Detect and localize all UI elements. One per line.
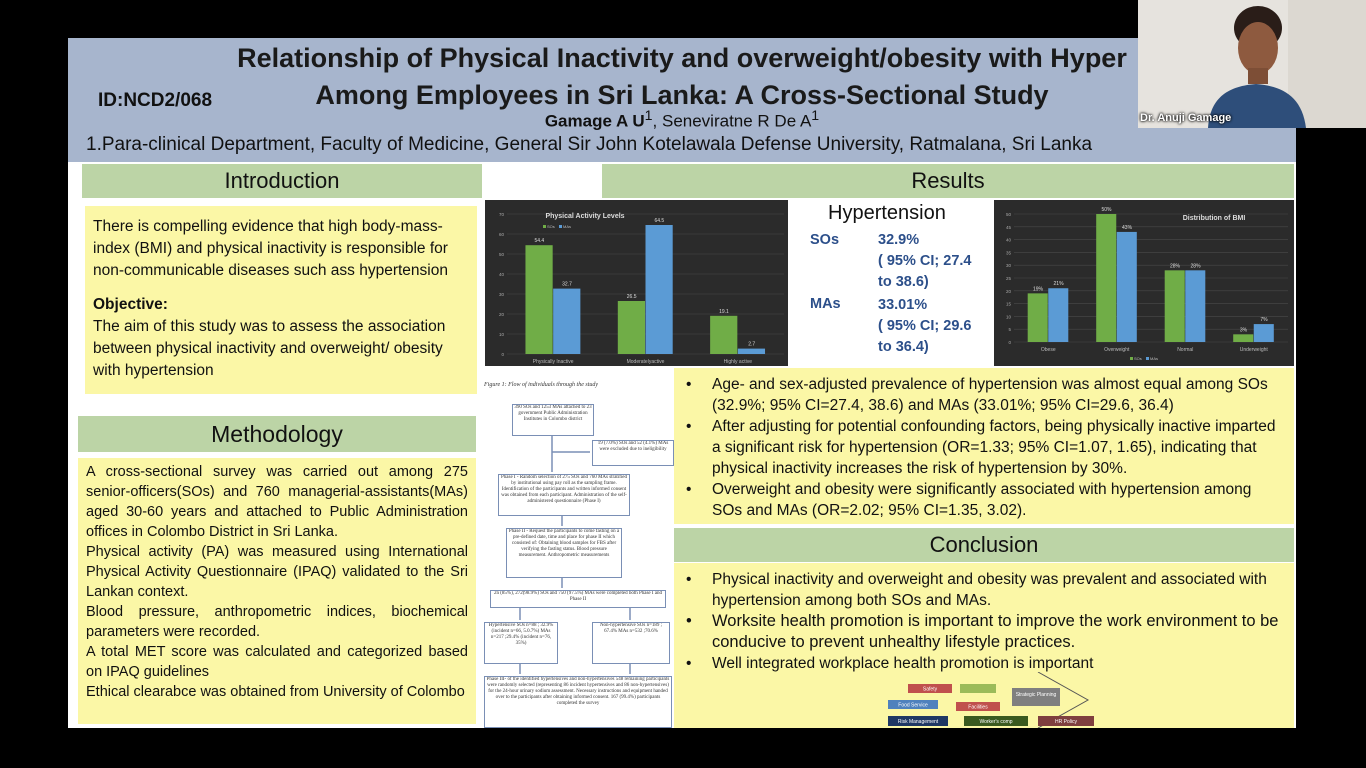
- y-tick-label: 35: [1005, 250, 1011, 256]
- bar-mas-moderatelyactive: [646, 225, 673, 354]
- y-tick-label: 0: [1008, 340, 1011, 345]
- methodology-heading: Methodology: [78, 416, 476, 452]
- y-tick-label: 40: [498, 272, 504, 277]
- methodology-paragraph: Ethical clearabce was obtained from University of Colombo: [86, 684, 465, 700]
- conclusion-bullet-text: Well integrated workplace health promotion is important: [712, 655, 1094, 672]
- bar-sos-normal: [1165, 270, 1185, 342]
- y-tick-label: 25: [1005, 276, 1011, 281]
- diagram-label: HR Policy: [1055, 719, 1077, 725]
- y-tick-label: 15: [1005, 301, 1011, 307]
- legend-entry: SOs: [547, 224, 555, 229]
- y-tick-label: 20: [1005, 288, 1011, 294]
- bar-mas-normal: [1185, 270, 1205, 342]
- data-label: 54.4: [534, 238, 545, 245]
- data-label: 28%: [1190, 263, 1201, 270]
- hypertension-ma-label: MAs: [810, 296, 841, 312]
- flow-box: Non-hypertensive SOs n=189 ; 67.4% MAs n=532 ;70.6%: [592, 622, 670, 664]
- physical-activity-chart-svg: [485, 200, 788, 366]
- data-label: 7%: [1260, 317, 1268, 324]
- title-line-1: Relationship of Physical Inactivity and overweight/obesity with Hyper: [237, 43, 1127, 73]
- x-tick-label: Underweight: [1239, 347, 1268, 353]
- workplace-health-diagram: [888, 672, 1178, 728]
- y-tick-label: 45: [1005, 224, 1011, 230]
- author-2: , Seneviratne R De A: [652, 111, 812, 131]
- results-findings-box: [674, 368, 1294, 524]
- poster-title: [68, 40, 1296, 114]
- x-tick-label: Normal: [1177, 347, 1194, 353]
- diagram-label: Strategic Planning: [1015, 692, 1057, 698]
- bar-sos-obese: [1028, 293, 1048, 342]
- flow-box: Phase I - Random selection of 275 SOs and 760 MAs stratified by institutional using pay roll as the sampling frame. Identification of the participants and written informed consent was obtained from each participant. Administration of the self-administered questionnaire (Phase I): [498, 474, 630, 516]
- author-1-sup: 1: [644, 108, 653, 124]
- y-tick-label: 30: [498, 292, 504, 297]
- hypertension-so-label: SOs: [810, 232, 840, 248]
- legend-entry: MAs: [1150, 356, 1158, 361]
- hypertension-ma-value: [878, 295, 972, 358]
- bar-sos-highly-active: [710, 316, 737, 354]
- bar-mas-highly-active: [738, 349, 765, 354]
- results-bullet-text: Age- and sex-adjusted prevalence of hypertension was almost equal among SOs (32.9%; 95% CI=27.4, 38.6) and MAs (33.01%; 95% CI=29.6, 36.4): [712, 376, 1268, 414]
- conclusion-bullet: • Worksite health promotion is important to improve the work environment to be conducive to prevent unhealthy lifestyle practices.: [686, 612, 1279, 651]
- objective-text: The aim of this study was to assess the association between physical inactivity and overweight/ obesity with hypertension: [93, 318, 446, 379]
- flowchart-caption: Figure 1: Flow of individuals through the study: [484, 382, 599, 388]
- chart-title: Distribution of BMI: [1182, 215, 1246, 222]
- ma-ci-1: ( 95% CI; 29.6: [878, 318, 972, 334]
- data-label: 2.7: [748, 341, 756, 348]
- data-label: 26.5: [626, 294, 637, 300]
- data-label: 21%: [1053, 281, 1064, 288]
- methodology-box: [78, 458, 476, 724]
- bar-sos-moderatelyactive: [618, 301, 645, 354]
- y-tick-label: 30: [1005, 263, 1011, 269]
- results-bullet-text: After adjusting for potential confounding factors, being physically inactive imparted a significant risk for hypertension (OR=1.33; 95% CI=1.07, 1.65), indicating that physical inactivity increases the risk of hypertension by 30%.: [712, 418, 1276, 477]
- flow-box: 390 SOs and 1253 MAs attached to 23 government Public Administration Institutes in Colombo district: [512, 404, 594, 436]
- physical-activity-chart: [485, 200, 788, 366]
- so-value: 32.9%: [878, 232, 920, 248]
- affiliation: 1.Para-clinical Department, Faculty of Medicine, General Sir John Kotelawala Defense University, Ratmalana, Sri Lanka: [86, 134, 1093, 155]
- results-bullet: • Age- and sex-adjusted prevalence of hypertension was almost equal among SOs (32.9%; 95% CI=27.4, 38.6) and MAs (33.01%; 95% CI=29.6, 36.4): [686, 376, 1268, 414]
- methodology-paragraph: Blood pressure, anthropometric indices, biochemical parameters were recorded.: [86, 604, 468, 640]
- ma-value: 33.01%: [878, 297, 928, 313]
- conclusion-bullet: • Physical inactivity and overweight and obesity was prevalent and associated with hypertension among both SOs and MAs.: [686, 571, 1267, 609]
- diagram-label: Safety: [922, 686, 938, 693]
- diagram-box: [960, 684, 996, 693]
- diagram-label: Food Service: [898, 702, 928, 709]
- flow-arrows: [480, 378, 674, 728]
- conclusion-bullet-text: Worksite health promotion is important to improve the work environment to be conducive to prevent unhealthy lifestyle practices.: [712, 612, 1279, 651]
- y-tick-label: 10: [498, 332, 504, 337]
- study-flowchart: [480, 378, 674, 728]
- objective-heading: Objective:: [93, 296, 168, 313]
- bar-sos-physically-inactive: [525, 245, 552, 354]
- so-ci-1: ( 95% CI; 27.4: [878, 253, 972, 269]
- x-tick-label: Obese: [1040, 347, 1056, 353]
- introduction-text: There is compelling evidence that high body-mass-index (BMI) and physical inactivity is responsible for non-communicable diseases such ass hypertension: [93, 218, 448, 279]
- conclusion-heading: Conclusion: [674, 528, 1294, 562]
- flow-box: 2n (85%), 272(98.9%) SOs and 750 (97.5%) MAs were completed both Phase I and Phase II: [490, 590, 666, 608]
- bar-sos-overweight: [1096, 214, 1116, 342]
- webcam-video[interactable]: [1138, 0, 1366, 128]
- diagram-label: Risk Management: [897, 719, 939, 725]
- legend-swatch: [1130, 357, 1133, 360]
- chart-title: Physical Activity Levels: [545, 213, 625, 220]
- legend-entry: SOs: [1134, 356, 1142, 361]
- results-bullet: • Overweight and obesity were significantly associated with hypertension among SOs and MAs (OR=2.02; 95% CI=1.35, 3.02).: [686, 481, 1252, 519]
- data-label: 28%: [1169, 263, 1180, 270]
- results-bullet-text: Overweight and obesity were significantly associated with hypertension among SOs and MAs (OR=2.02; 95% CI=1.35, 3.02).: [712, 481, 1252, 519]
- flow-box: Hypertensive SOs n=88 ; 32.9% (incident n=66, 5.0.7%) MAs n=217 ;29.4% (incident n=76, 35%): [484, 622, 558, 664]
- legend-swatch: [543, 225, 546, 228]
- y-tick-label: 10: [1005, 314, 1011, 320]
- data-label: 43%: [1122, 224, 1133, 231]
- introduction-heading: Introduction: [82, 164, 482, 198]
- y-tick-label: 50: [498, 252, 504, 257]
- presenter-name: Dr. Anuji Gamage: [1140, 112, 1232, 124]
- legend-swatch: [559, 225, 562, 228]
- x-tick-label: Highly active: [723, 359, 753, 365]
- bmi-chart-svg: [994, 200, 1294, 366]
- bar-mas-underweight: [1254, 324, 1274, 342]
- conclusion-bullet: • Well integrated workplace health promotion is important: [686, 655, 1094, 672]
- flow-box: Phase II - Request the participants to come fasting on a pre-defined date, time and place for phase II which consisted of: Obtaining blood samples for FBS after verifying the fasting status. Blood pressure measurement. Anthropometric measurements: [506, 528, 622, 578]
- legend-entry: MAs: [563, 224, 571, 229]
- hypertension-title: Hypertension: [828, 202, 946, 224]
- legend-swatch: [1146, 357, 1149, 360]
- data-label: 19.1: [719, 308, 729, 315]
- data-label: 19%: [1032, 286, 1043, 293]
- diagram-label: Worker's comp: [979, 719, 1013, 725]
- y-tick-label: 60: [498, 232, 504, 237]
- author-1: Gamage A U: [544, 111, 645, 131]
- y-tick-label: 70: [498, 212, 504, 217]
- data-label: 3%: [1239, 327, 1248, 334]
- data-label: 50%: [1101, 207, 1112, 213]
- conclusion-bullet-text: Physical inactivity and overweight and obesity was prevalent and associated with hypertension among both SOs and MAs.: [712, 571, 1267, 609]
- hypertension-so-value: [878, 230, 972, 293]
- results-heading: Results: [602, 164, 1294, 198]
- bar-mas-obese: [1048, 288, 1068, 342]
- y-tick-label: 40: [1005, 237, 1011, 243]
- authors: [68, 108, 1296, 132]
- x-tick-label: Physically Inactive: [532, 359, 574, 365]
- bar-sos-underweight: [1233, 334, 1253, 342]
- presenter-video-frame: [1138, 0, 1366, 128]
- x-tick-label: Moderatelyactive: [626, 359, 665, 365]
- bar-mas-overweight: [1117, 232, 1137, 342]
- bar-mas-physically-inactive: [553, 289, 580, 354]
- y-tick-label: 0: [501, 352, 504, 357]
- poster-id: ID:NCD2/068: [98, 90, 213, 111]
- y-tick-label: 20: [498, 312, 504, 317]
- flow-box: 19 (7.0%) SOs and 52 (4.1%) MAs were excluded due to ineligibility: [592, 440, 674, 466]
- hypertension-box: [790, 200, 992, 366]
- flow-box: Phase III- of the identified hypertensives and non-hypertensives 548 remaining participants were randomly selected (representing 86 incident hypertensives and 86 non-hypertensives) for the 24-hour urinary sodium assessment. Necessary instructions and equipment handed over to the participants after obtaining informed consent. 167 (99.4%) participants completed the survey: [484, 676, 672, 728]
- bmi-chart: [994, 200, 1294, 366]
- introduction-box: [85, 206, 477, 394]
- y-tick-label: 5: [1008, 327, 1011, 333]
- so-ci-2: to 38.6): [878, 274, 929, 290]
- diagram-label: Facilities: [968, 704, 988, 711]
- ma-ci-2: to 36.4): [878, 339, 929, 355]
- results-bullet: • After adjusting for potential confounding factors, being physically inactive imparted a significant risk for hypertension (OR=1.33; 95% CI=1.07, 1.65), indicating that physical inactivity increases the risk of hypertension by 30%.: [686, 418, 1276, 477]
- poster: [68, 38, 1296, 728]
- x-tick-label: Overweight: [1104, 347, 1130, 353]
- title-band: [68, 38, 1296, 162]
- data-label: 64.5: [654, 218, 665, 224]
- methodology-paragraph: A cross-sectional survey was carried out among 275 senior-officers(SOs) and 760 managerial-assistants(MAs) aged 30-60 years and attached to Public Administration offices in Colombo District in Sri Lanka.: [86, 464, 468, 540]
- author-2-sup: 1: [811, 108, 820, 124]
- methodology-paragraph: A total MET score was calculated and categorized based on IPAQ guidelines: [86, 644, 468, 680]
- title-line-2: Among Employees in Sri Lanka: A Cross-Sectional Study: [315, 80, 1049, 110]
- y-tick-label: 50: [1005, 212, 1011, 217]
- methodology-paragraph: Physical activity (PA) was measured using International Physical Activity Questionnaire (IPAQ) validated to the Sri Lankan context.: [86, 544, 468, 600]
- data-label: 32.7: [562, 281, 572, 288]
